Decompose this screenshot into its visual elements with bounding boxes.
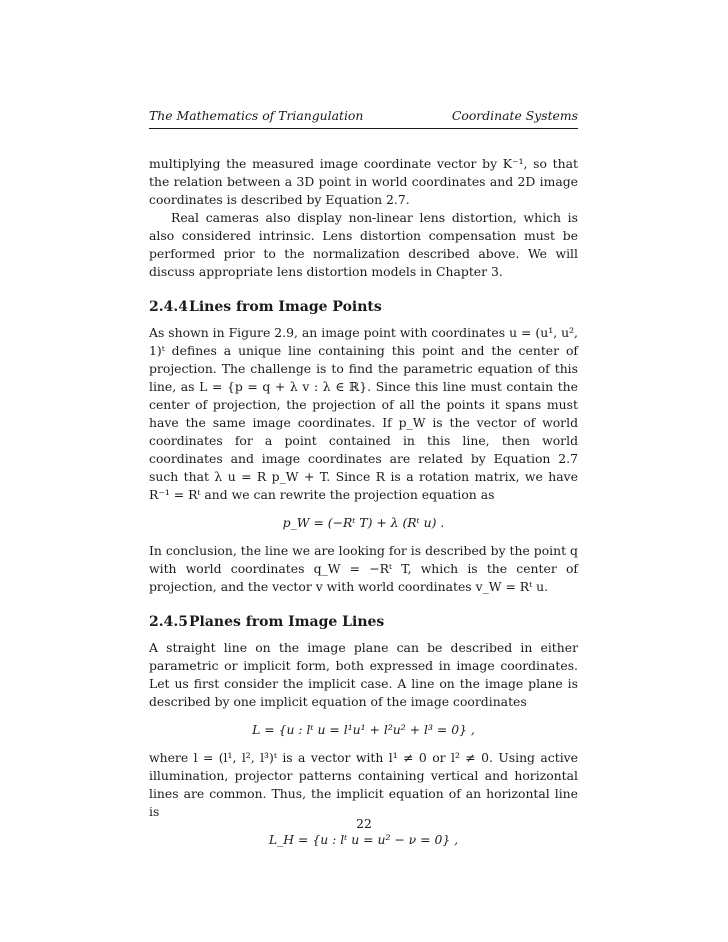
section-heading-2-4-5 xyxy=(149,613,578,631)
header-book-title: The Mathematics of Triangulation xyxy=(149,108,364,123)
page-number: 22 xyxy=(356,816,372,831)
paragraph-1: multiplying the measured image coordinate vector by K⁻¹, so that the relation between a 3D point in world coordinates and 2D image coordinates is described by Equation 2.7. xyxy=(149,156,578,207)
equation-implicit-line: L = {u : lᵗ u = l¹u¹ + l²u² + l³ = 0} , xyxy=(252,722,475,737)
section-number: 2.4.5 xyxy=(149,614,188,630)
paragraph-6: where l = (l¹, l², l³)ᵗ is a vector with l¹ ≠ 0 or l² ≠ 0. Using active illumination, projector patterns containing vertical and horizontal lines are common. Thus, the implicit equation of an horizontal line is xyxy=(149,750,578,819)
equation-horizontal-line: L_H = {u : lᵗ u = u² − ν = 0} , xyxy=(268,832,459,847)
paragraph-4: In conclusion, the line we are looking for is described by the point q with world coordinates q_W = −Rᵗ T, which is the center of projection, and the vector v with world coordinates v_W = Rᵗ u. xyxy=(149,543,578,594)
section-heading-2-4-4 xyxy=(149,298,578,316)
section-title: Lines from Image Points xyxy=(189,299,382,315)
paragraph-2: Real cameras also display non-linear lens distortion, which is also considered intrinsic. Lens distortion compensation must be performed prior to the normalization described above. We will discuss appropriate lens distortion models in Chapter 3. xyxy=(149,210,578,279)
page-body xyxy=(149,108,578,859)
equation-line-projection: p_W = (−Rᵗ T) + λ (Rᵗ u) . xyxy=(282,515,445,530)
header-chapter-title: Coordinate Systems xyxy=(451,108,578,123)
section-title: Planes from Image Lines xyxy=(189,614,385,630)
paragraph-3: As shown in Figure 2.9, an image point with coordinates u = (u¹, u², 1)ᵗ defines a unique line containing this point and the center of projection. The challenge is to find the parametric equation of this line, as L = {p = q + λ v : λ ∈ ℝ}. Since this line must contain the center of projection, the projection of all the points it spans must have the same image coordinates. If p_W is the vector of world coordinates for a point contained in this line, then world coordinates and image coordinates are related by Equation 2.7 such that λ u = R p_W + T. Since R is a rotation matrix, we have R⁻¹ = Rᵗ and we can rewrite the projection equation as xyxy=(149,325,578,502)
paragraph-5: A straight line on the image plane can be described in either parametric or implicit form, both expressed in image coordinates. Let us first consider the implicit case. A line on the image plane is described by one implicit equation of the image coordinates xyxy=(149,640,578,709)
running-header xyxy=(149,108,578,129)
section-number: 2.4.4 xyxy=(149,299,188,315)
